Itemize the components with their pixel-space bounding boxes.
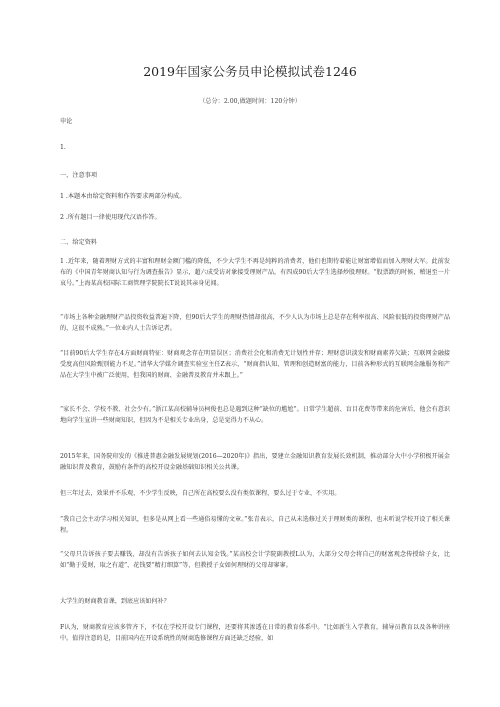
materials-heading: 二、给定资料 [60, 239, 98, 246]
question-number: 1. [60, 144, 66, 151]
note-item: 2 .所有题目一律使用现代汉语作答。 [60, 214, 161, 221]
material-paragraph: “家长不会、学校不教、社会少有。”浙江某高校辅导员柯俊也总是遇到这种“缺位的尴尬”。日常学生超前、盲目花费等带来的危害后，他会有意识地向学生宣讲一些财商知识，但因为不是相关专业出身，总是觉得力不从心。 [60, 406, 450, 424]
material-paragraph: 1 .近年来，随着理财方式的丰富和理财金额门槛的降低，不少大学生不再是纯粹的消费者，他们也期待着能让财富增值而加入理财大军。此前发布的《中国青年财商认知与行为调查报告》显示，超六成受访对象接受理财产品，有四成90后大学生选择炒股理财。“股票跌的时候，稽退至一片哀号。”上海某高校国际工商管理学院院长T说说其亲身见闻。 [60, 258, 450, 287]
notes-heading: 一、注意事项 [60, 172, 98, 179]
document-title: 2019年国家公务员申论模拟试卷1246 [143, 64, 357, 79]
material-paragraph: 2015年来，国务院印发的《推进普惠金融发展规划(2016—2020年)》指出，要建立金融知识教育发展长效机制，推动部分大中小学积极开展金融知识普及教育，鼓励有条件的高校开设金融基础知识相关公共课。 [60, 453, 450, 471]
material-paragraph: F认为，财商教育应该多管齐下，不仅在学校开设专门课程，还要将其渗透在日常的教育体系中。“比如新生入学教育，辅导员教育以及各种讲座中。值得注意的是，目前国内在开设系统性的财商选修课程方面还缺乏经验，如 [60, 624, 450, 642]
note-item: 1 .本题本由给定资料和作答要求两部分构成。 [60, 193, 186, 200]
exam-info: （总分：2.00,做题时间：120分钟） [199, 98, 301, 105]
material-paragraph: “我自己会主动学习相关知识，但多是从网上看一些通俗易懂的文章。”张青表示，自己从未选修过关于理财类的课程，也未听说学校开设了相关课程。 [60, 516, 450, 534]
material-paragraph: “父母只告诉孩子要去赚钱，却没有告诉孩子如何去认知金钱。”某高校会计学院副教授L认为，大部分父母会将自己的财富观念传授给子女，比如“勤于爱财，取之有道”、花钱要“精打细算”等，但教授子女如何理财的父母却寥寥。 [60, 551, 450, 569]
section-label: 申论 [60, 118, 73, 125]
material-paragraph: 但三年过去，效果并不乐观，不少学生反映，自己所在高校要么没有类似课程，要么过于专业、不实用。 [60, 490, 341, 497]
material-paragraph: “目前90后大学生存在4方面财商特征：财商观念存在明显误区；消费社会化和消费无计划性并存；理财意识淡发和财商素养欠缺；互联网金融接受度高但风险甄别能力不足。”清华大学媒介调查实验室主任Z表示，“财商指认知、管理和创造财富的能力，目前各种形式的互联网金融服务和产品在大学生中被广泛使用，但我国的财商、金融普及教育并未跟上。” [60, 350, 450, 379]
material-paragraph: 大学生的财商教育课，到底应该如何补？ [60, 598, 170, 605]
material-paragraph: “市场上各种金融理财产品投资收益普遍下降，但90后大学生的理财热情却很高，不少人认为市场上总是存在利率很高、风险很低的投资理财产品的，这很不成熟。”一位业内人士告诉记者。 [60, 314, 450, 332]
